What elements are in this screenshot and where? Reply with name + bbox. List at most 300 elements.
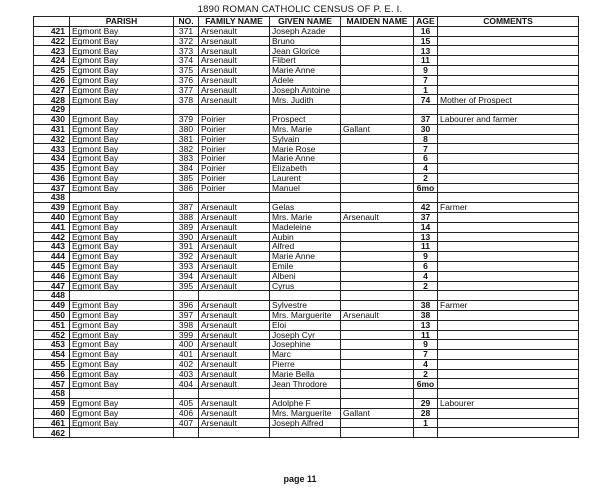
parish-cell: Egmont Bay (70, 183, 174, 193)
parish-cell: Egmont Bay (70, 399, 174, 409)
comments-cell (438, 242, 579, 252)
household-number-cell: 385 (174, 173, 199, 183)
family-name-cell: Arsenault (199, 359, 270, 369)
comments-cell (438, 252, 579, 262)
row-number-cell: 443 (34, 242, 70, 252)
given-name-cell: Flibert (270, 56, 341, 66)
household-number-cell: 372 (174, 36, 199, 46)
maiden-name-cell (341, 261, 414, 271)
row-number-cell: 431 (34, 124, 70, 134)
table-row (34, 271, 579, 281)
maiden-name-cell (341, 340, 414, 350)
age-cell: 9 (414, 340, 438, 350)
family-name-cell (199, 428, 270, 438)
given-name-cell: Marie Anne (270, 65, 341, 75)
given-name-cell: Sylvain (270, 134, 341, 144)
row-number-cell: 457 (34, 379, 70, 389)
given-name-cell: Marc (270, 350, 341, 360)
family-name-cell: Arsenault (199, 75, 270, 85)
given-name-cell: Cyrus (270, 281, 341, 291)
row-number-cell: 452 (34, 330, 70, 340)
comments-cell (438, 173, 579, 183)
age-cell (414, 291, 438, 301)
family-name-cell: Arsenault (199, 222, 270, 232)
comments-cell (438, 232, 579, 242)
age-cell: 11 (414, 330, 438, 340)
household-number-cell: 379 (174, 114, 199, 124)
age-cell: 6 (414, 154, 438, 164)
maiden-name-cell (341, 252, 414, 262)
family-name-cell (199, 105, 270, 115)
comments-cell (438, 26, 579, 36)
maiden-name-cell (341, 154, 414, 164)
age-cell: 15 (414, 36, 438, 46)
age-cell: 28 (414, 408, 438, 418)
no-header: NO. (174, 17, 199, 27)
household-number-cell: 402 (174, 359, 199, 369)
given-name-cell: Gelas (270, 203, 341, 213)
household-number-cell: 380 (174, 124, 199, 134)
maiden-name-cell: Gallant (341, 408, 414, 418)
family-name-cell (199, 193, 270, 203)
household-number-cell: 404 (174, 379, 199, 389)
parish-cell: Egmont Bay (70, 320, 174, 330)
age-cell (414, 428, 438, 438)
maiden-name-header: MAIDEN NAME (341, 17, 414, 27)
row-number-cell: 425 (34, 65, 70, 75)
row-number-cell: 456 (34, 369, 70, 379)
given-name-cell: Marie Bella (270, 369, 341, 379)
age-cell: 4 (414, 163, 438, 173)
table-row (34, 173, 579, 183)
given-name-cell: Pierre (270, 359, 341, 369)
comments-cell (438, 418, 579, 428)
parish-cell: Egmont Bay (70, 114, 174, 124)
comments-cell: Mother of Prospect (438, 95, 579, 105)
family-name-header: FAMILY NAME (199, 17, 270, 27)
household-number-cell: 386 (174, 183, 199, 193)
parish-cell: Egmont Bay (70, 281, 174, 291)
census-table (33, 16, 579, 438)
parish-cell: Egmont Bay (70, 350, 174, 360)
family-name-cell: Arsenault (199, 301, 270, 311)
parish-cell: Egmont Bay (70, 85, 174, 95)
table-row (34, 212, 579, 222)
household-number-cell: 397 (174, 310, 199, 320)
comments-cell (438, 193, 579, 203)
row-number-cell: 458 (34, 389, 70, 399)
given-name-cell: Mrs. Marguerite (270, 310, 341, 320)
given-name-cell: Jean Throdore (270, 379, 341, 389)
age-cell: 7 (414, 75, 438, 85)
household-number-cell: 376 (174, 75, 199, 85)
row-number-cell: 450 (34, 310, 70, 320)
given-name-cell: Adolphe F (270, 399, 341, 409)
age-cell: 9 (414, 65, 438, 75)
comments-cell (438, 271, 579, 281)
maiden-name-cell: Arsenault (341, 310, 414, 320)
family-name-cell: Arsenault (199, 261, 270, 271)
given-name-cell (270, 291, 341, 301)
age-cell: 13 (414, 46, 438, 56)
table-row (34, 252, 579, 262)
table-row (34, 154, 579, 164)
parish-cell (70, 105, 174, 115)
parish-cell: Egmont Bay (70, 242, 174, 252)
row-number-cell: 448 (34, 291, 70, 301)
maiden-name-cell: Arsenault (341, 212, 414, 222)
age-cell: 7 (414, 144, 438, 154)
age-cell: 74 (414, 95, 438, 105)
age-cell: 9 (414, 252, 438, 262)
given-name-cell: Joseph Cyr (270, 330, 341, 340)
maiden-name-cell (341, 291, 414, 301)
age-cell: 6mo (414, 379, 438, 389)
comments-cell (438, 310, 579, 320)
comments-cell (438, 320, 579, 330)
row-number-cell: 429 (34, 105, 70, 115)
maiden-name-cell: Gallant (341, 124, 414, 134)
household-number-cell: 373 (174, 46, 199, 56)
household-number-cell: 378 (174, 95, 199, 105)
table-row (34, 399, 579, 409)
parish-cell: Egmont Bay (70, 232, 174, 242)
household-number-cell: 384 (174, 163, 199, 173)
comments-cell (438, 350, 579, 360)
given-name-cell (270, 428, 341, 438)
parish-cell: Egmont Bay (70, 359, 174, 369)
row-number-cell: 438 (34, 193, 70, 203)
comments-cell (438, 379, 579, 389)
table-row (34, 75, 579, 85)
row-number-cell: 462 (34, 428, 70, 438)
maiden-name-cell (341, 350, 414, 360)
given-name-cell: Mrs. Marguerite (270, 408, 341, 418)
household-number-cell (174, 428, 199, 438)
age-cell: 2 (414, 281, 438, 291)
family-name-cell: Arsenault (199, 310, 270, 320)
family-name-cell: Arsenault (199, 26, 270, 36)
household-number-cell: 398 (174, 320, 199, 330)
age-cell: 2 (414, 173, 438, 183)
household-number-cell: 407 (174, 418, 199, 428)
row-number-cell: 453 (34, 340, 70, 350)
parish-cell: Egmont Bay (70, 330, 174, 340)
maiden-name-cell (341, 232, 414, 242)
family-name-cell: Arsenault (199, 242, 270, 252)
family-name-cell: Arsenault (199, 379, 270, 389)
row-number-cell: 447 (34, 281, 70, 291)
given-name-cell (270, 105, 341, 115)
age-cell: 4 (414, 359, 438, 369)
given-name-cell: Joseph Antoine (270, 85, 341, 95)
comments-cell (438, 261, 579, 271)
age-header: AGE (414, 17, 438, 27)
comments-cell (438, 369, 579, 379)
maiden-name-cell (341, 105, 414, 115)
given-name-cell: Alfred (270, 242, 341, 252)
row-number-cell: 432 (34, 134, 70, 144)
table-row (34, 232, 579, 242)
household-number-cell: 389 (174, 222, 199, 232)
age-cell: 16 (414, 26, 438, 36)
family-name-cell: Arsenault (199, 399, 270, 409)
given-name-cell: Mrs. Marie (270, 212, 341, 222)
parish-cell: Egmont Bay (70, 75, 174, 85)
maiden-name-cell (341, 379, 414, 389)
row-number-cell: 424 (34, 56, 70, 66)
age-cell: 11 (414, 242, 438, 252)
table-row (34, 340, 579, 350)
family-name-cell: Arsenault (199, 212, 270, 222)
table-row (34, 350, 579, 360)
household-number-cell: 387 (174, 203, 199, 213)
parish-cell: Egmont Bay (70, 408, 174, 418)
row-number-cell: 451 (34, 320, 70, 330)
table-row (34, 36, 579, 46)
table-row (34, 95, 579, 105)
row-number-cell: 446 (34, 271, 70, 281)
comments-cell (438, 124, 579, 134)
age-cell: 38 (414, 310, 438, 320)
comments-cell (438, 65, 579, 75)
maiden-name-cell (341, 134, 414, 144)
parish-cell: Egmont Bay (70, 222, 174, 232)
given-name-cell: Mrs. Judith (270, 95, 341, 105)
comments-cell (438, 105, 579, 115)
parish-cell: Egmont Bay (70, 212, 174, 222)
parish-cell (70, 291, 174, 301)
family-name-cell: Arsenault (199, 203, 270, 213)
table-row (34, 114, 579, 124)
parish-cell (70, 428, 174, 438)
maiden-name-cell (341, 46, 414, 56)
age-cell: 1 (414, 418, 438, 428)
age-cell: 1 (414, 85, 438, 95)
row-number-cell: 460 (34, 408, 70, 418)
parish-cell: Egmont Bay (70, 56, 174, 66)
parish-cell: Egmont Bay (70, 36, 174, 46)
maiden-name-cell (341, 26, 414, 36)
household-number-cell: 400 (174, 340, 199, 350)
maiden-name-cell (341, 320, 414, 330)
family-name-cell (199, 389, 270, 399)
comments-cell (438, 330, 579, 340)
table-row (34, 124, 579, 134)
household-number-cell: 396 (174, 301, 199, 311)
row-number-cell: 445 (34, 261, 70, 271)
age-cell: 29 (414, 399, 438, 409)
table-row (34, 301, 579, 311)
maiden-name-cell (341, 173, 414, 183)
parish-cell: Egmont Bay (70, 369, 174, 379)
family-name-cell: Arsenault (199, 85, 270, 95)
age-cell: 7 (414, 350, 438, 360)
family-name-cell: Arsenault (199, 369, 270, 379)
family-name-cell: Poirier (199, 163, 270, 173)
comments-cell (438, 56, 579, 66)
row-number-cell: 430 (34, 114, 70, 124)
comments-cell (438, 75, 579, 85)
given-name-cell: Elizabeth (270, 163, 341, 173)
table-row (34, 359, 579, 369)
age-cell: 6 (414, 261, 438, 271)
row-number-cell: 441 (34, 222, 70, 232)
family-name-cell: Poirier (199, 154, 270, 164)
maiden-name-cell (341, 271, 414, 281)
parish-cell: Egmont Bay (70, 134, 174, 144)
family-name-cell: Arsenault (199, 350, 270, 360)
household-number-cell: 405 (174, 399, 199, 409)
household-number-cell (174, 193, 199, 203)
maiden-name-cell (341, 75, 414, 85)
maiden-name-cell (341, 163, 414, 173)
maiden-name-cell (341, 222, 414, 232)
maiden-name-cell (341, 85, 414, 95)
maiden-name-cell (341, 369, 414, 379)
parish-cell: Egmont Bay (70, 418, 174, 428)
row-number-cell: 421 (34, 26, 70, 36)
table-row (34, 163, 579, 173)
comments-cell: Farmer (438, 301, 579, 311)
age-cell: 14 (414, 222, 438, 232)
maiden-name-cell (341, 281, 414, 291)
table-row (34, 281, 579, 291)
maiden-name-cell (341, 359, 414, 369)
table-row (34, 330, 579, 340)
header-row (34, 17, 579, 27)
parish-cell: Egmont Bay (70, 65, 174, 75)
table-row (34, 222, 579, 232)
comments-cell (438, 212, 579, 222)
parish-cell: Egmont Bay (70, 340, 174, 350)
row-number-cell: 449 (34, 301, 70, 311)
given-name-cell: Joseph Alfred (270, 418, 341, 428)
given-name-cell (270, 193, 341, 203)
parish-cell: Egmont Bay (70, 154, 174, 164)
age-cell: 37 (414, 114, 438, 124)
comments-cell (438, 134, 579, 144)
household-number-cell: 375 (174, 65, 199, 75)
row-number-cell: 442 (34, 232, 70, 242)
given-name-cell: Bruno (270, 36, 341, 46)
maiden-name-cell (341, 95, 414, 105)
maiden-name-cell (341, 389, 414, 399)
family-name-cell: Arsenault (199, 408, 270, 418)
comments-cell (438, 291, 579, 301)
maiden-name-cell (341, 418, 414, 428)
family-name-cell: Arsenault (199, 320, 270, 330)
age-cell: 11 (414, 56, 438, 66)
age-cell (414, 389, 438, 399)
row-number-cell: 426 (34, 75, 70, 85)
maiden-name-cell (341, 242, 414, 252)
row-number-cell: 461 (34, 418, 70, 428)
table-body (34, 26, 579, 437)
parish-cell (70, 389, 174, 399)
comments-cell (438, 281, 579, 291)
given-name-cell: Sylvestre (270, 301, 341, 311)
table-row (34, 105, 579, 115)
table-row (34, 389, 579, 399)
age-cell: 2 (414, 369, 438, 379)
table-row (34, 428, 579, 438)
family-name-cell: Arsenault (199, 340, 270, 350)
given-name-cell: Mrs. Marie (270, 124, 341, 134)
household-number-cell: 395 (174, 281, 199, 291)
comments-cell (438, 144, 579, 154)
parish-cell: Egmont Bay (70, 144, 174, 154)
table-row (34, 203, 579, 213)
household-number-cell: 377 (174, 85, 199, 95)
parish-cell: Egmont Bay (70, 46, 174, 56)
family-name-cell: Poirier (199, 114, 270, 124)
maiden-name-cell (341, 301, 414, 311)
parish-cell: Egmont Bay (70, 124, 174, 134)
family-name-cell: Arsenault (199, 281, 270, 291)
age-cell (414, 193, 438, 203)
parish-cell: Egmont Bay (70, 310, 174, 320)
household-number-cell: 403 (174, 369, 199, 379)
maiden-name-cell (341, 193, 414, 203)
table-row (34, 320, 579, 330)
comments-cell (438, 340, 579, 350)
household-number-cell: 390 (174, 232, 199, 242)
table-row (34, 26, 579, 36)
family-name-cell: Poirier (199, 144, 270, 154)
given-name-cell: Jean Glorice (270, 46, 341, 56)
maiden-name-cell (341, 65, 414, 75)
table-row (34, 193, 579, 203)
given-name-cell: Marie Anne (270, 154, 341, 164)
family-name-cell: Arsenault (199, 95, 270, 105)
table-row (34, 183, 579, 193)
comments-cell: Labourer (438, 399, 579, 409)
given-name-cell: Emile (270, 261, 341, 271)
family-name-cell: Arsenault (199, 46, 270, 56)
row-number-cell: 437 (34, 183, 70, 193)
table-row (34, 291, 579, 301)
household-number-cell: 381 (174, 134, 199, 144)
comments-cell (438, 36, 579, 46)
parish-cell: Egmont Bay (70, 301, 174, 311)
row-number-cell: 433 (34, 144, 70, 154)
row-number-cell: 428 (34, 95, 70, 105)
comments-cell: Labourer and farmer (438, 114, 579, 124)
row-number-cell: 434 (34, 154, 70, 164)
family-name-cell: Arsenault (199, 56, 270, 66)
table-row (34, 369, 579, 379)
family-name-cell: Arsenault (199, 36, 270, 46)
family-name-cell: Arsenault (199, 252, 270, 262)
family-name-cell: Arsenault (199, 330, 270, 340)
table-row (34, 65, 579, 75)
age-cell: 13 (414, 232, 438, 242)
maiden-name-cell (341, 399, 414, 409)
given-name-cell: Marie Rose (270, 144, 341, 154)
household-number-cell: 394 (174, 271, 199, 281)
family-name-cell: Poirier (199, 173, 270, 183)
household-number-cell: 406 (174, 408, 199, 418)
family-name-cell: Arsenault (199, 232, 270, 242)
maiden-name-cell (341, 56, 414, 66)
family-name-cell: Poirier (199, 134, 270, 144)
household-number-cell: 371 (174, 26, 199, 36)
row-number-cell: 436 (34, 173, 70, 183)
family-name-cell: Poirier (199, 183, 270, 193)
row-number-cell: 454 (34, 350, 70, 360)
table-row (34, 85, 579, 95)
